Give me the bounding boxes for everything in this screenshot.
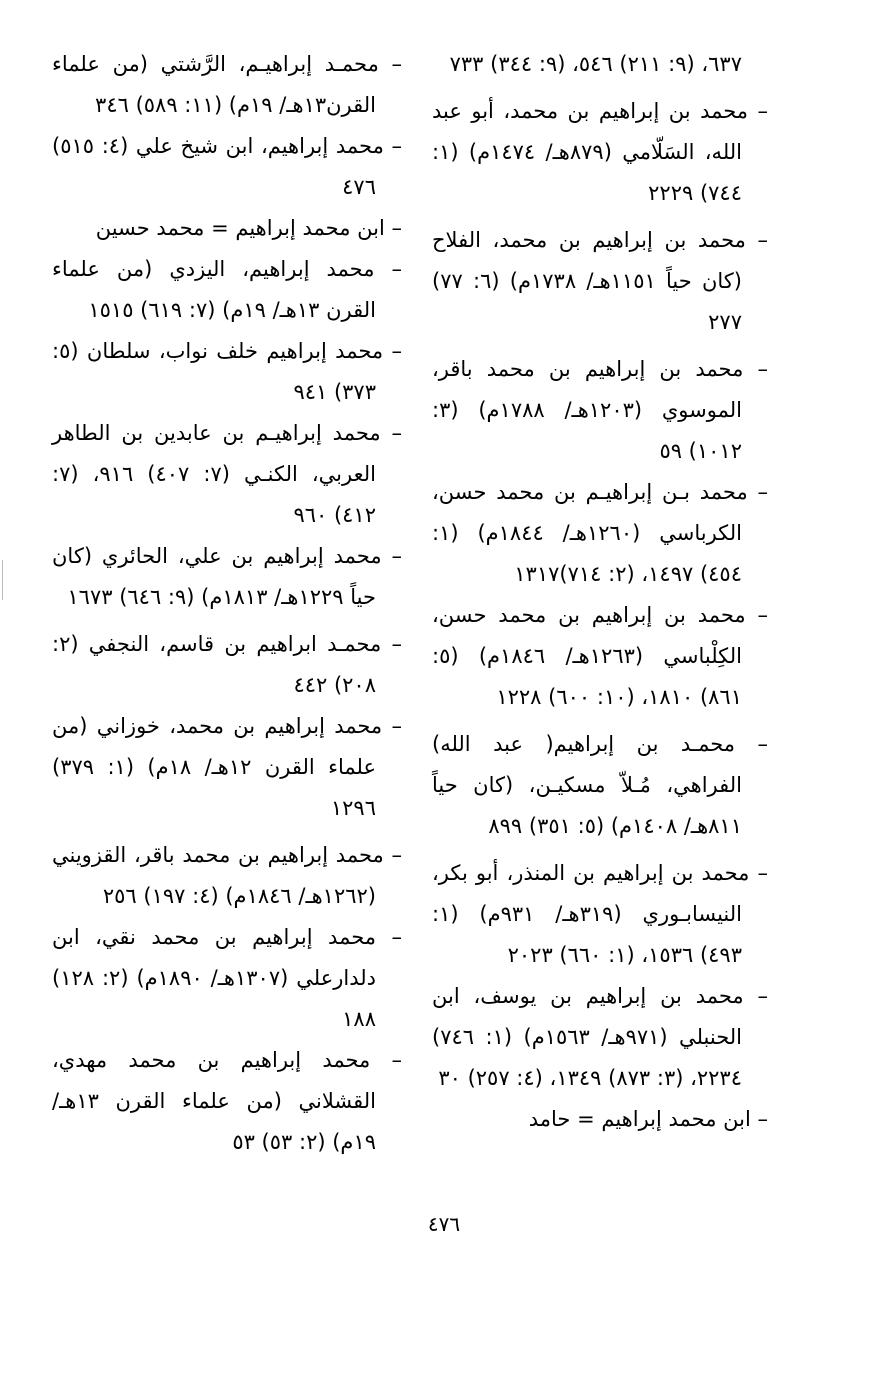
index-entry: – ابن محمد إبراهيم = حامد (528, 1107, 768, 1131)
index-entry: – محمد بـن إبراهيـم بن محمد حسن، الكرباسي (١٢٦٠هـ/ ١٨٤٤م) (١: ٤٥٤) ١٤٩٧، (٢: ٧١٤)١٣١٧ (432, 480, 768, 586)
index-entry: – محمـد ابراهيم بن قاسم، النجفي (٢: ٢٠٨) ٤٤٢ (52, 632, 402, 697)
index-entry: – محمد إبراهيم خلف نواب، سلطان (٥: ٣٧٣) ٩٤١ (52, 339, 402, 404)
index-entry: – محمد بن إبراهيم بن محمد حسن، الكِلْباسي (١٢٦٣هـ/ ١٨٤٦م) (٥: ٨٦١) ١٨١٠، (١٠: ٦٠٠) ١٢٢٨ (432, 603, 768, 709)
index-entry: – محمد إبراهيم بن محمد مهدي، القشلاني (من علماء القرن ١٣هـ/ ١٩م) (٢: ٥٣) ٥٣ (52, 1048, 402, 1154)
index-entry: – محمد إبراهيـم بن عابدين بن الطاهر العربي، الكنـي (٧: ٤٠٧) ٩١٦، (٧: ٤١٢) ٩٦٠ (52, 421, 402, 527)
scan-margin-mark (2, 560, 11, 600)
index-entry: – محمد إبراهيم بن محمد باقر، القزويني (١٢٦٢هـ/ ١٨٤٦م) (٤: ١٩٧) ٢٥٦ (52, 843, 402, 908)
index-entry: – محمد بن إبراهيم بن المنذر، أبو بكر، النيسابـوري (٣١٩هـ/ ٩٣١م) (١: ٤٩٣) ١٥٣٦، (١: ٦٦٠) ٢٠٢٣ (432, 861, 768, 967)
index-entry: – محمد بن إبراهيم بن محمد باقر، الموسوي (١٢٠٣هـ/ ١٧٨٨م) (٣: ١٠١٢) ٥٩ (432, 357, 768, 463)
index-entry: – ابن محمد إبراهيم = محمد حسين (95, 216, 402, 240)
index-entry: ٦٣٧، (٩: ٢١١) ٥٤٦، (٩: ٣٤٤) ٧٣٣ (449, 52, 742, 76)
index-entry: – محمد بن إبراهيم بن محمد، الفلاح (كان حياً ١١٥١هـ/ ١٧٣٨م) (٦: ٧٧) ٢٧٧ (432, 228, 768, 334)
page-number: ٤٧٦ (427, 1212, 461, 1236)
index-entry: – محمـد إبراهيـم، الرَّشتي (من علماء القرن١٣هـ/ ١٩م) (١١: ٥٨٩) ٣٤٦ (52, 52, 402, 117)
index-entry: – محمد إبراهيم، اليزدي (من علماء القرن ١٣هـ/ ١٩م) (٧: ٦١٩) ١٥١٥ (52, 257, 402, 322)
index-column-left (52, 44, 402, 1163)
index-entry: – محمد بن إبراهيم بن محمد، أبو عبد الله، السَلّامي (٨٧٩هـ/ ١٤٧٤م) (١: ٧٤٤) ٢٢٢٩ (432, 99, 768, 205)
index-column-right (432, 44, 768, 1140)
index-entry: – محمد إبراهيم بن محمد، خوزاني (من علماء القرن ١٢هـ/ ١٨م) (١: ٣٧٩) ١٢٩٦ (52, 714, 402, 820)
index-entry: – محمـد بن إبراهيم( عبد الله) الفراهي، مُـلاّ مسكيـن، (كان حياً ٨١١هـ/ ١٤٠٨م) (٥: ٣٥١) ٨٩٩ (432, 732, 768, 838)
index-entry: – محمد إبراهيم بن علي، الحائري (كان حياً ١٢٢٩هـ/ ١٨١٣م) (٩: ٦٤٦) ١٦٧٣ (52, 544, 402, 609)
index-entry: – محمد إبراهيم، ابن شيخ علي (٤: ٥١٥) ٤٧٦ (52, 134, 402, 199)
index-entry: – محمد بن إبراهيم بن يوسف، ابن الحنبلي (٩٧١هـ/ ١٥٦٣م) (١: ٧٤٦) ٢٢٣٤، (٣: ٨٧٣) ١٣٤٩، (٤: ٢٥٧) ٣٠ (432, 984, 768, 1090)
index-entry: – محمد إبراهيم بن محمد نقي، ابن دلدارعلي (١٣٠٧هـ/ ١٨٩٠م) (٢: ١٢٨) ١٨٨ (52, 925, 402, 1031)
